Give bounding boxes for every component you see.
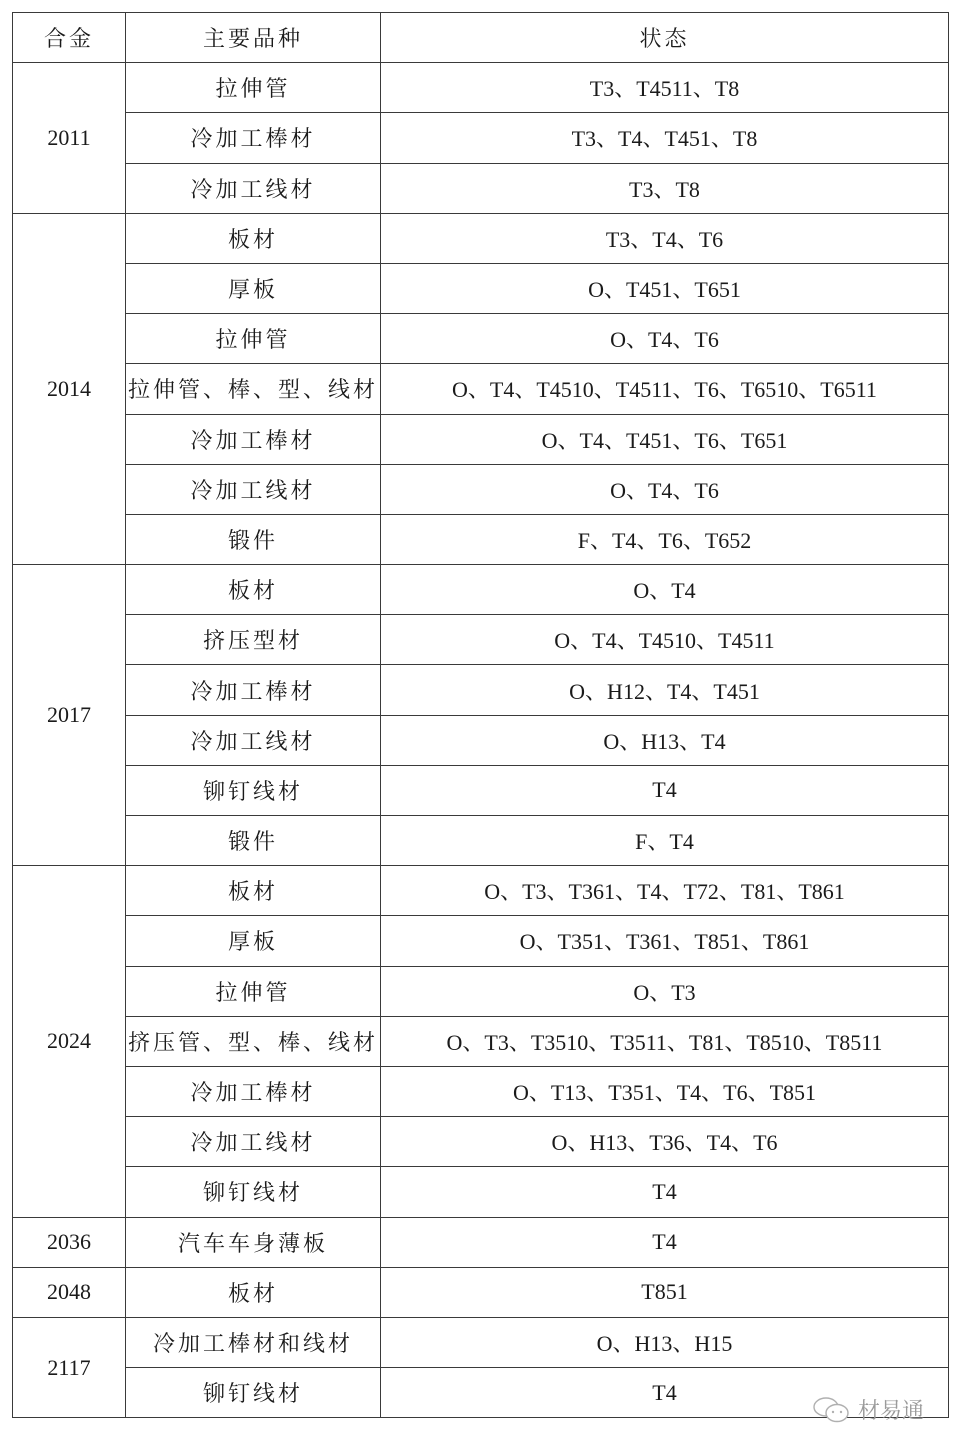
product-cell: 挤压管、型、棒、线材 bbox=[126, 1016, 381, 1066]
temper-cell: F、T4、T6、T652 bbox=[381, 514, 949, 564]
temper-cell: T3、T4511、T8 bbox=[381, 63, 949, 113]
product-cell: 冷加工线材 bbox=[126, 715, 381, 765]
header-row bbox=[13, 13, 949, 63]
table-row bbox=[13, 565, 949, 615]
product-cell: 板材 bbox=[126, 213, 381, 263]
product-cell: 厚板 bbox=[126, 263, 381, 313]
alloy-temper-table bbox=[12, 12, 949, 1418]
product-cell: 铆钉线材 bbox=[126, 1167, 381, 1217]
temper-cell: O、T4 bbox=[381, 565, 949, 615]
alloy-cell: 2011 bbox=[13, 63, 126, 214]
header-alloy: 合金 bbox=[13, 13, 126, 63]
table-row bbox=[13, 715, 949, 765]
temper-cell: O、T4、T6 bbox=[381, 464, 949, 514]
temper-cell: T4 bbox=[381, 1217, 949, 1267]
temper-cell: T4 bbox=[381, 1167, 949, 1217]
temper-cell: O、T3、T3510、T3511、T81、T8510、T8511 bbox=[381, 1016, 949, 1066]
header-temper: 状态 bbox=[381, 13, 949, 63]
temper-cell: O、T4、T4510、T4511、T6、T6510、T6511 bbox=[381, 364, 949, 414]
temper-cell: T4 bbox=[381, 765, 949, 815]
product-cell: 板材 bbox=[126, 866, 381, 916]
table-body bbox=[13, 63, 949, 1418]
temper-cell: T4 bbox=[381, 1368, 949, 1418]
table-row bbox=[13, 966, 949, 1016]
product-cell: 冷加工棒材 bbox=[126, 113, 381, 163]
product-cell: 挤压型材 bbox=[126, 615, 381, 665]
table-row bbox=[13, 163, 949, 213]
table-row bbox=[13, 1267, 949, 1317]
product-cell: 拉伸管 bbox=[126, 63, 381, 113]
table-row bbox=[13, 916, 949, 966]
table-row bbox=[13, 1016, 949, 1066]
temper-cell: O、H12、T4、T451 bbox=[381, 665, 949, 715]
header-product: 主要品种 bbox=[126, 13, 381, 63]
temper-cell: O、T3 bbox=[381, 966, 949, 1016]
table-row bbox=[13, 615, 949, 665]
table-row bbox=[13, 1117, 949, 1167]
product-cell: 冷加工线材 bbox=[126, 163, 381, 213]
temper-cell: F、T4 bbox=[381, 816, 949, 866]
product-cell: 冷加工线材 bbox=[126, 1117, 381, 1167]
product-cell: 冷加工棒材 bbox=[126, 414, 381, 464]
product-cell: 冷加工线材 bbox=[126, 464, 381, 514]
product-cell: 拉伸管 bbox=[126, 314, 381, 364]
temper-cell: O、T4、T4510、T4511 bbox=[381, 615, 949, 665]
table-row bbox=[13, 414, 949, 464]
watermark bbox=[812, 1394, 924, 1425]
temper-cell: O、T13、T351、T4、T6、T851 bbox=[381, 1066, 949, 1116]
table-row bbox=[13, 816, 949, 866]
alloy-cell: 2036 bbox=[13, 1217, 126, 1267]
table-row bbox=[13, 1368, 949, 1418]
table-row bbox=[13, 765, 949, 815]
table-row bbox=[13, 1317, 949, 1367]
table-row bbox=[13, 665, 949, 715]
product-cell: 铆钉线材 bbox=[126, 765, 381, 815]
product-cell: 板材 bbox=[126, 1267, 381, 1317]
product-cell: 厚板 bbox=[126, 916, 381, 966]
alloy-cell: 2014 bbox=[13, 213, 126, 564]
table-row bbox=[13, 314, 949, 364]
alloy-cell: 2117 bbox=[13, 1317, 126, 1417]
alloy-cell: 2017 bbox=[13, 565, 126, 866]
product-cell: 板材 bbox=[126, 565, 381, 615]
product-cell: 锻件 bbox=[126, 816, 381, 866]
product-cell: 冷加工棒材和线材 bbox=[126, 1317, 381, 1367]
product-cell: 铆钉线材 bbox=[126, 1368, 381, 1418]
table-row bbox=[13, 866, 949, 916]
temper-cell: O、H13、T36、T4、T6 bbox=[381, 1117, 949, 1167]
table-row bbox=[13, 113, 949, 163]
alloy-cell: 2024 bbox=[13, 866, 126, 1217]
product-cell: 拉伸管、棒、型、线材 bbox=[126, 364, 381, 414]
temper-cell: O、T4、T451、T6、T651 bbox=[381, 414, 949, 464]
table-row bbox=[13, 263, 949, 313]
temper-cell: O、T4、T6 bbox=[381, 314, 949, 364]
temper-cell: O、H13、T4 bbox=[381, 715, 949, 765]
temper-cell: O、T351、T361、T851、T861 bbox=[381, 916, 949, 966]
product-cell: 冷加工棒材 bbox=[126, 665, 381, 715]
temper-cell: T3、T4、T451、T8 bbox=[381, 113, 949, 163]
table-row bbox=[13, 213, 949, 263]
product-cell: 冷加工棒材 bbox=[126, 1066, 381, 1116]
table-row bbox=[13, 364, 949, 414]
watermark-text: 材易通 bbox=[858, 1399, 925, 1424]
table-row bbox=[13, 1167, 949, 1217]
product-cell: 锻件 bbox=[126, 514, 381, 564]
table-row bbox=[13, 1217, 949, 1267]
temper-cell: T3、T8 bbox=[381, 163, 949, 213]
temper-cell: T3、T4、T6 bbox=[381, 213, 949, 263]
temper-cell: T851 bbox=[381, 1267, 949, 1317]
table-row bbox=[13, 1066, 949, 1116]
table-row bbox=[13, 514, 949, 564]
product-cell: 拉伸管 bbox=[126, 966, 381, 1016]
temper-cell: O、T3、T361、T4、T72、T81、T861 bbox=[381, 866, 949, 916]
wechat-icon bbox=[812, 1395, 852, 1425]
table-row bbox=[13, 63, 949, 113]
product-cell: 汽车车身薄板 bbox=[126, 1217, 381, 1267]
temper-cell: O、H13、H15 bbox=[381, 1317, 949, 1367]
temper-cell: O、T451、T651 bbox=[381, 263, 949, 313]
table-row bbox=[13, 464, 949, 514]
alloy-cell: 2048 bbox=[13, 1267, 126, 1317]
